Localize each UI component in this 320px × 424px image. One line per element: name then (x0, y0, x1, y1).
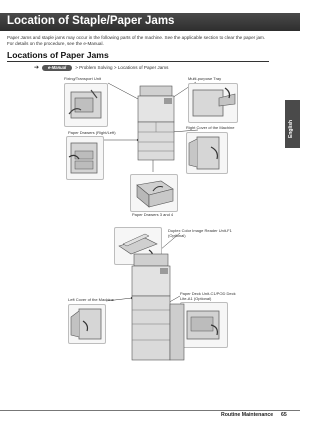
label-left-cover: Left Cover of the Machine (68, 297, 114, 302)
emanual-badge[interactable]: e-Manual (42, 65, 72, 71)
illustration-paper-drawers-3-4 (130, 174, 178, 212)
illustration-paper-drawers-right-left (66, 136, 104, 180)
machine-illustration-lower (126, 252, 186, 364)
page-title: Location of Staple/Paper Jams (7, 15, 175, 27)
illustration-multi-purpose-tray (188, 83, 238, 123)
machine-illustration-upper (134, 84, 178, 162)
label-duplex-reader-line1: Duplex Color Image Reader Unit-F1 (168, 228, 232, 233)
label-duplex-reader-line2: (Optional) (168, 233, 186, 238)
footer-section-title: Routine Maintenance (221, 412, 274, 418)
label-paper-drawers-3-4: Paper Drawers 3 and 4 (132, 212, 174, 217)
label-paper-deck-line2: Lite-A1 (Optional) (180, 296, 212, 301)
label-duplex-reader (168, 228, 232, 238)
label-fixing-transport-unit: Fixing/Transport Unit (64, 76, 101, 81)
illustration-paper-deck (180, 302, 228, 348)
label-paper-deck-line1: Paper Deck Unit-C1/POD Deck (180, 291, 236, 296)
page-number: 65 (281, 412, 287, 418)
arrow-icon: ➔ (34, 65, 40, 71)
illustration-fixing-transport-unit (64, 83, 108, 127)
label-multi-purpose-tray: Multi-purpose Tray (188, 76, 222, 81)
section-heading: Locations of Paper Jams (7, 50, 109, 60)
intro-paragraph: Paper Jams and staple jams may occur in the following parts of the machine. See the applicable section to clear the paper jam. For details on the procedure, see the e-Manual. (7, 35, 266, 46)
label-right-cover: Right Cover of the Machine (186, 125, 235, 130)
label-paper-deck (180, 291, 236, 301)
illustration-left-cover (68, 304, 106, 344)
emanual-path: > Problem Solving > Locations of Paper Jams (75, 65, 169, 70)
illustration-right-cover (186, 132, 228, 174)
label-paper-drawers-right-left: Paper Drawers (Right/Left) (68, 130, 116, 135)
footer-divider (0, 410, 300, 411)
language-label: English (288, 119, 294, 138)
